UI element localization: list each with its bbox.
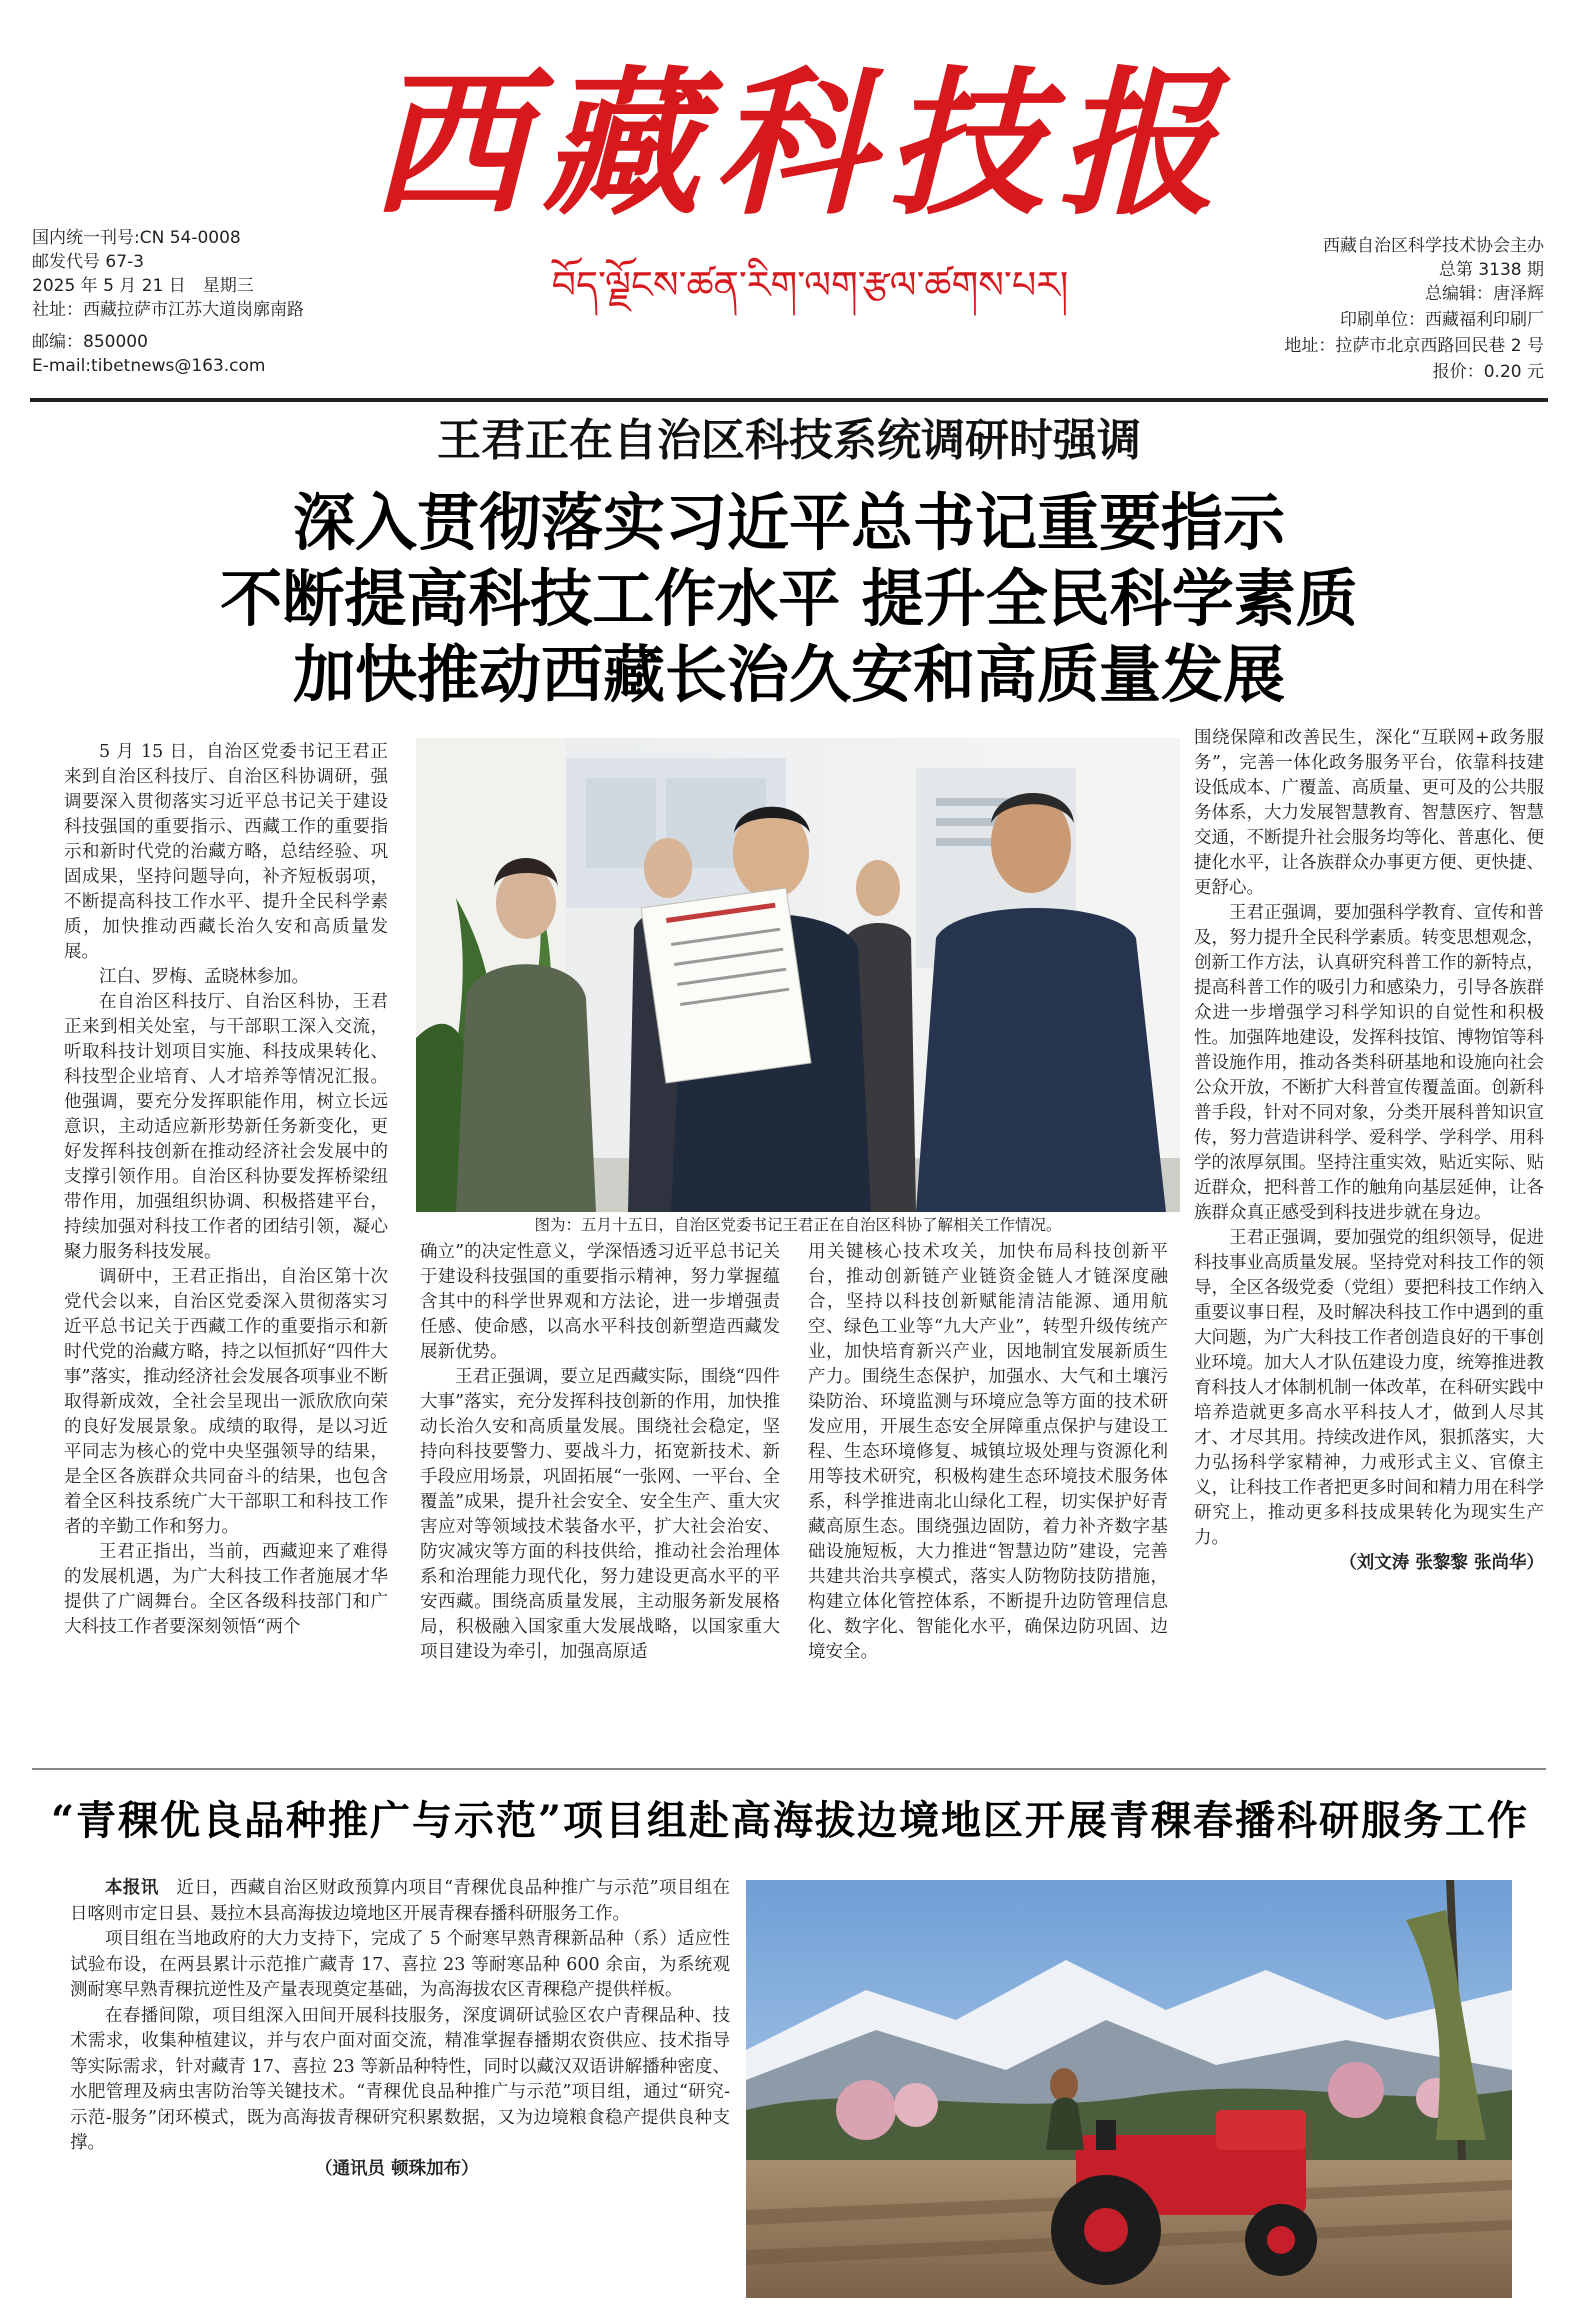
article1-paragraph: 王君正强调，要加强科学教育、宣传和普及，努力提升全民科学素质。转变思想观念，创新工作方法，认真研究科普工作的新特点，提高科普工作的吸引力和感染力，引导各族群众进一步增强学习科学知识的自觉性和积极性。加强阵地建设，发挥科技馆、博物馆等科普设施作用，推动各类科研基地和设施向社会公众开放，不断扩大科普宣传覆盖面。创新科普手段，针对不同对象，分类开展科普知识宣传，努力营造讲科学、爱科学、学科学、用科学的浓厚氛围。坚持注重实效，贴近实际、贴近群众，把科普工作的触角向基层延伸，让各族群众真正感受到科技进步就在身边。 bbox=[1194, 903, 1544, 1223]
headline-kicker: 王君正在自治区科技系统调研时强调 bbox=[437, 415, 1141, 466]
article1-paragraph: 围绕保障和改善民生，深化“互联网+政务服务”，完善一体化政务服务平台，依靠科技建设低成本、广覆盖、高质量、更可及的公共服务体系，大力发展智慧教育、智慧医疗、智慧交通，不断提升社会服务均等化、普惠化、便捷化水平，让各族群众办事更方便、更快捷、更舒心。 bbox=[1194, 728, 1544, 898]
issue-number: 总第 3138 期 bbox=[1438, 260, 1544, 280]
article1-column-1 bbox=[64, 740, 388, 1640]
article2-photo bbox=[746, 1880, 1512, 2298]
article1-column-3 bbox=[808, 1240, 1168, 1665]
article1-paragraph: 确立”的决定性意义，学深悟透习近平总书记关于建设科技强国的重要指示精神，努力掌握蕴含其中的科学世界观和方法论，进一步增强责任感、使命感，以高水平科技创新塑造西藏发展新优势。 bbox=[420, 1242, 780, 1362]
article1-column-2 bbox=[420, 1240, 780, 1665]
article1-credit: （刘文涛 张黎黎 张尚华） bbox=[1339, 1553, 1544, 1573]
article1-paragraph: 王君正指出，当前，西藏迎来了难得的发展机遇，为广大科技工作者施展才华提供了广阔舞台。全区各级科技部门和广大科技工作者要深刻领悟“两个 bbox=[64, 1542, 388, 1637]
article1-paragraph: 江白、罗梅、孟晓林参加。 bbox=[99, 967, 309, 987]
postal-code: 邮发代号 67-3 bbox=[32, 252, 144, 272]
headline-line-2: 不断提高科技工作水平 提升全民科学素质 bbox=[220, 562, 1358, 635]
headline-line-1: 深入贯彻落实习近平总书记重要指示 bbox=[292, 486, 1285, 559]
zip-code: 邮编：850000 bbox=[32, 332, 148, 352]
article2-title: “青稞优良品种推广与示范”项目组赴高海拔边境地区开展青稞春播科研服务工作 bbox=[50, 1797, 1529, 1844]
article2-lead: 本报讯 bbox=[105, 1878, 159, 1898]
article2-paragraph: 项目组在当地政府的大力支持下，完成了 5 个耐寒早熟青稞新品种（系）适应性试验布设，在两县累计示范推广藏青 17、喜拉 23 等耐寒品种 600 余亩，为系统观测耐寒早熟青稞抗逆性及产量表现奠定基础，为高海拔农区青稞稳产提供样板。 bbox=[70, 1929, 730, 2000]
article1-paragraph: 王君正强调，要加强党的组织领导，促进科技事业高质量发展。坚持党对科技工作的领导，全区各级党委（党组）要把科技工作纳入重要议事日程，及时解决科技工作中遇到的重大问题，为广大科技工作者创造良好的干事创业环境。加大人才队伍建设力度，统筹推进教育科技人才体制机制一体改革，在科研实践中培养造就更多高水平科技人才，做到人尽其才、才尽其用。持续改进作风，狠抓落实，大力弘扬科学家精神，力戒形式主义、官僚主义，让科技工作者把更多时间和精力用在科学研究上，推动更多科技成果转化为现实生产力。 bbox=[1194, 1228, 1544, 1548]
chief-editor: 总编辑：唐泽辉 bbox=[1425, 284, 1544, 304]
article2-credit: （通讯员 顿珠加布） bbox=[315, 2158, 479, 2179]
article1-paragraph: 王君正强调，要立足西藏实际，围绕“四件大事”落实，充分发挥科技创新的作用，加快推动长治久安和高质量发展。围绕社会稳定，坚持向科技要警力、要战斗力，拓宽新技术、新手段应用场景，巩固拓展“一张网、一平台、全覆盖”成果，提升社会安全、安全生产、重大灾害应对等领域技术装备水平，扩大社会治安、防灾减灾等方面的科技供给，推动社会治理体系和治理能力现代化，努力建设更高水平的平安西藏。围绕高质量发展，主动服务新发展格局，积极融入国家重大发展战略，以国家重大项目建设为牵引，加强高原适 bbox=[420, 1367, 780, 1662]
masthead-rule bbox=[30, 398, 1548, 402]
article1-photo-caption: 图为：五月十五日，自治区党委书记王君正在自治区科协了解相关工作情况。 bbox=[534, 1216, 1062, 1234]
masthead-tibetan: བོད་ལྗོངས་ཚན་རིག་ལག་རྩལ་ཚགས་པར། bbox=[551, 263, 1069, 307]
article1-paragraph: 用关键核心技术攻关，加快布局科技创新平台，推动创新链产业链资金链人才链深度融合，坚持以科技创新赋能清洁能源、通用航空、绿色工业等“九大产业”，转型升级传统产业，加快培育新兴产业，因地制宜发展新质生产力。围绕生态保护，加强水、大气和土壤污染防治、环境监测与环境应急等方面的技术研发应用，开展生态安全屏障重点保护与建设工程、生态环境修复、城镇垃圾处理与资源化利用等技术研究，积极构建生态环境技术服务体系，科学推进南北山绿化工程，切实保护好青藏高原生态。围绕强边固防，着力补齐数字基础设施短板，大力推进“智慧边防”建设，完善共建共治共享模式，落实人防物防技防措施，构建立体化管控体系，不断提升边防管理信息化、数字化、智能化水平，确保边防巩固、边境安全。 bbox=[808, 1242, 1168, 1662]
article1-paragraph: 5 月 15 日，自治区党委书记王君正来到自治区科技厅、自治区科协调研，强调要深入贯彻落实习近平总书记关于建设科技强国的重要指示、西藏工作的重要指示和新时代党的治藏方略，总结经验、巩固成果，坚持问题导向，补齐短板弱项，不断提高科技工作水平、提升全民科学素质，加快推动西藏长治久安和高质量发展。 bbox=[64, 742, 388, 962]
office-address: 社址：西藏拉萨市江苏大道岗廓南路 bbox=[32, 300, 304, 320]
article2-body bbox=[70, 1876, 730, 2182]
headline-line-3: 加快推动西藏长治久安和高质量发展 bbox=[292, 638, 1285, 711]
meeting-photo-illustration bbox=[416, 738, 1180, 1212]
tractor-field-photo-illustration bbox=[746, 1880, 1512, 2298]
masthead-title: 西藏科技报 bbox=[370, 52, 1230, 237]
price: 报价：0.20 元 bbox=[1432, 362, 1544, 382]
article2-paragraph: 在春播间隙，项目组深入田间开展科技服务，深度调研试验区农户青稞品种、技术需求，收集种植建议，并与农户面对面交流，精准掌握春播期农资供应、技术指导等实际需求，针对藏青 17、喜拉 23 等新品种特性，同时以藏汉双语讲解播种密度、水肥管理及病虫害防治等关键技术。“青稞优良品种推广与示范”项目组，通过“研究-示范-服务”闭环模式，既为高海拔青稞研究积累数据，又为边境粮食稳产提供良种支撑。 bbox=[70, 2005, 730, 2153]
sponsor: 西藏自治区科学技术协会主办 bbox=[1323, 236, 1544, 256]
article1-paragraph: 在自治区科技厅、自治区科协，王君正来到相关处室，与干部职工深入交流，听取科技计划项目实施、科技成果转化、科技型企业培育、人才培养等情况汇报。他强调，要充分发挥职能作用，树立长远意识，主动适应新形势新任务新变化，更好发挥科技创新在推动经济社会发展中的支撑引领作用。自治区科协要发挥桥梁纽带作用，加强组织协调、积极搭建平台，持续加强对科技工作者的团结引领，凝心聚力服务科技发展。 bbox=[64, 992, 388, 1262]
email[interactable]: E-mail:tibetnews@163.com bbox=[32, 356, 266, 376]
article1-paragraph: 调研中，王君正指出，自治区第十次党代会以来，自治区党委深入贯彻落实习近平总书记关于西藏工作的重要指示和新时代党的治藏方略，持之以恒抓好“四件大事”落实，推动经济社会发展各项事业不断取得新成效，全社会呈现出一派欣欣向荣的良好发展景象。成绩的取得，是以习近平同志为核心的党中央坚强领导的结果，是全区各族群众共同奋斗的结果，也包含着全区科技系统广大干部职工和科技工作者的辛勤工作和努力。 bbox=[64, 1267, 388, 1537]
issue-date: 2025 年 5 月 21 日 星期三 bbox=[32, 276, 254, 296]
printer-address: 地址：拉萨市北京西路回民巷 2 号 bbox=[1284, 336, 1544, 356]
cn-number: 国内统一刊号:CN 54-0008 bbox=[32, 228, 241, 248]
article1-photo bbox=[416, 738, 1180, 1212]
printer: 印刷单位：西藏福利印刷厂 bbox=[1340, 310, 1544, 330]
article2-paragraph: 近日，西藏自治区财政预算内项目“青稞优良品种推广与示范”项目组在日喀则市定日县、聂拉木县高海拔边境地区开展青稞春播科研服务工作。 bbox=[70, 1878, 731, 1924]
article1-column-4 bbox=[1194, 726, 1544, 1576]
